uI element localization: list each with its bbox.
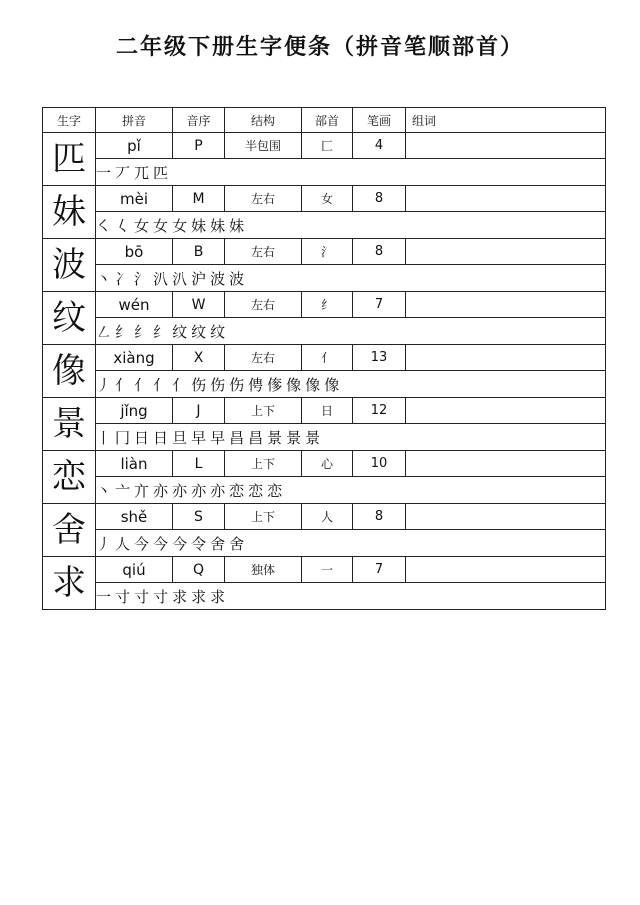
char-info-row	[43, 133, 606, 159]
initial-letter-cell: B	[173, 239, 225, 265]
stroke-count-cell: 8	[353, 186, 406, 212]
stroke-step: 亦	[210, 481, 226, 500]
stroke-order-cell	[96, 159, 606, 186]
stroke-step: 求	[191, 587, 207, 606]
stroke-step: 𡿨	[115, 216, 131, 235]
stroke-step: 早	[210, 428, 226, 447]
stroke-step: 兀	[134, 163, 150, 182]
stroke-step: 波	[229, 269, 245, 288]
words-cell	[406, 186, 606, 212]
large-character: 像	[43, 345, 96, 398]
stroke-step: 纟	[153, 322, 169, 341]
stroke-count-cell: 7	[353, 557, 406, 583]
stroke-count-cell: 7	[353, 292, 406, 318]
stroke-order-row	[43, 583, 606, 610]
stroke-step: 亦	[191, 481, 207, 500]
stroke-step: 冫	[115, 269, 131, 288]
radical-cell: 匚	[302, 133, 353, 159]
stroke-step: 妹	[191, 216, 207, 235]
stroke-step: ㇜	[96, 322, 112, 341]
structure-cell: 左右	[225, 292, 302, 318]
stroke-step: ㇛	[96, 216, 112, 235]
large-character: 景	[43, 398, 96, 451]
stroke-step: 像	[305, 375, 321, 394]
stroke-step: 舍	[229, 534, 245, 553]
stroke-step: 沪	[191, 269, 207, 288]
structure-cell: 上下	[225, 398, 302, 424]
stroke-step: 匹	[153, 163, 169, 182]
stroke-step: 汃	[172, 269, 188, 288]
stroke-step: 舍	[210, 534, 226, 553]
header-radical: 部首	[302, 108, 353, 133]
stroke-step: 一	[96, 163, 112, 182]
stroke-step: 亻	[153, 375, 169, 394]
stroke-step: 亻	[172, 375, 188, 394]
stroke-step: 旦	[172, 428, 188, 447]
pinyin-cell: shě	[96, 504, 173, 530]
char-info-row	[43, 451, 606, 477]
stroke-step: 丿	[96, 534, 112, 553]
stroke-step: 像	[286, 375, 302, 394]
initial-letter-cell: Q	[173, 557, 225, 583]
stroke-step: 景	[267, 428, 283, 447]
stroke-step: 恋	[267, 481, 283, 500]
large-character: 求	[43, 557, 96, 610]
stroke-step: 亠	[115, 481, 131, 500]
stroke-step: 纹	[172, 322, 188, 341]
stroke-step: 亦	[172, 481, 188, 500]
stroke-step: 俜	[248, 375, 264, 394]
stroke-step: 今	[153, 534, 169, 553]
stroke-order-row	[43, 212, 606, 239]
stroke-step: 景	[305, 428, 321, 447]
char-info-row	[43, 292, 606, 318]
words-cell	[406, 451, 606, 477]
stroke-order-cell	[96, 530, 606, 557]
initial-letter-cell: P	[173, 133, 225, 159]
stroke-step: 求	[172, 587, 188, 606]
structure-cell: 独体	[225, 557, 302, 583]
stroke-step: 丶	[96, 481, 112, 500]
structure-cell: 左右	[225, 239, 302, 265]
radical-cell: 氵	[302, 239, 353, 265]
stroke-order-cell	[96, 371, 606, 398]
large-character: 波	[43, 239, 96, 292]
stroke-step: 伤	[229, 375, 245, 394]
table-header-row	[43, 108, 606, 133]
large-character: 恋	[43, 451, 96, 504]
stroke-step: 纟	[115, 322, 131, 341]
pinyin-cell: wén	[96, 292, 173, 318]
stroke-order-row	[43, 424, 606, 451]
pinyin-cell: xiàng	[96, 345, 173, 371]
pinyin-cell: jǐng	[96, 398, 173, 424]
stroke-step: 寸	[134, 587, 150, 606]
stroke-order-row	[43, 159, 606, 186]
stroke-step: 像	[324, 375, 340, 394]
initial-letter-cell: J	[173, 398, 225, 424]
stroke-step: 女	[153, 216, 169, 235]
stroke-step: 妹	[210, 216, 226, 235]
header-stroke-count: 笔画	[353, 108, 406, 133]
stroke-count-cell: 12	[353, 398, 406, 424]
radical-cell: 亻	[302, 345, 353, 371]
stroke-count-cell: 8	[353, 504, 406, 530]
radical-cell: 心	[302, 451, 353, 477]
stroke-order-row	[43, 530, 606, 557]
stroke-step: 波	[210, 269, 226, 288]
initial-letter-cell: W	[173, 292, 225, 318]
stroke-step: 令	[191, 534, 207, 553]
structure-cell: 上下	[225, 451, 302, 477]
header-character: 生字	[43, 108, 96, 133]
initial-letter-cell: M	[173, 186, 225, 212]
char-info-row	[43, 345, 606, 371]
initial-letter-cell: L	[173, 451, 225, 477]
stroke-step: 求	[210, 587, 226, 606]
pinyin-cell: pǐ	[96, 133, 173, 159]
stroke-step: 妹	[229, 216, 245, 235]
large-character: 匹	[43, 133, 96, 186]
stroke-step: 偧	[267, 375, 283, 394]
radical-cell: 人	[302, 504, 353, 530]
character-table	[42, 107, 606, 610]
stroke-step: 昌	[248, 428, 264, 447]
stroke-step: 女	[134, 216, 150, 235]
stroke-count-cell: 13	[353, 345, 406, 371]
stroke-step: 丿	[96, 375, 112, 394]
radical-cell: 女	[302, 186, 353, 212]
stroke-step: 日	[134, 428, 150, 447]
words-cell	[406, 133, 606, 159]
radical-cell: 日	[302, 398, 353, 424]
stroke-step: 纹	[191, 322, 207, 341]
stroke-step: 伤	[191, 375, 207, 394]
stroke-order-row	[43, 371, 606, 398]
stroke-count-cell: 10	[353, 451, 406, 477]
pinyin-cell: liàn	[96, 451, 173, 477]
stroke-order-cell	[96, 318, 606, 345]
stroke-step: 一	[96, 587, 112, 606]
words-cell	[406, 398, 606, 424]
words-cell	[406, 292, 606, 318]
pinyin-cell: qiú	[96, 557, 173, 583]
stroke-step: 今	[134, 534, 150, 553]
stroke-step: 景	[286, 428, 302, 447]
stroke-step: 氵	[134, 269, 150, 288]
words-cell	[406, 345, 606, 371]
header-structure: 结构	[225, 108, 302, 133]
stroke-step: 丨	[96, 428, 112, 447]
header-initial: 音序	[173, 108, 225, 133]
stroke-step: 亣	[134, 481, 150, 500]
char-info-row	[43, 186, 606, 212]
words-cell	[406, 239, 606, 265]
pinyin-cell: bō	[96, 239, 173, 265]
initial-letter-cell: X	[173, 345, 225, 371]
stroke-order-cell	[96, 212, 606, 239]
char-info-row	[43, 504, 606, 530]
page-title: 二年级下册生字便条（拼音笔顺部首）	[115, 35, 524, 60]
stroke-step: 寸	[115, 587, 131, 606]
pinyin-cell: mèi	[96, 186, 173, 212]
stroke-step: 纹	[210, 322, 226, 341]
stroke-step: 寸	[153, 587, 169, 606]
stroke-step: 早	[191, 428, 207, 447]
stroke-step: 纟	[134, 322, 150, 341]
stroke-step: 丶	[96, 269, 112, 288]
header-pinyin: 拼音	[96, 108, 173, 133]
stroke-order-row	[43, 318, 606, 345]
stroke-step: 汃	[153, 269, 169, 288]
stroke-count-cell: 4	[353, 133, 406, 159]
stroke-order-cell	[96, 265, 606, 292]
structure-cell: 左右	[225, 345, 302, 371]
stroke-step: 亦	[153, 481, 169, 500]
structure-cell: 半包围	[225, 133, 302, 159]
header-words: 组词	[406, 108, 606, 133]
stroke-step: 冂	[115, 428, 131, 447]
stroke-step: 日	[153, 428, 169, 447]
stroke-step: 恋	[248, 481, 264, 500]
words-cell	[406, 504, 606, 530]
large-character: 纹	[43, 292, 96, 345]
stroke-order-cell	[96, 477, 606, 504]
stroke-step: 亻	[115, 375, 131, 394]
stroke-order-cell	[96, 424, 606, 451]
stroke-step: 伤	[210, 375, 226, 394]
stroke-count-cell: 8	[353, 239, 406, 265]
stroke-step: 今	[172, 534, 188, 553]
radical-cell: 纟	[302, 292, 353, 318]
initial-letter-cell: S	[173, 504, 225, 530]
structure-cell: 上下	[225, 504, 302, 530]
stroke-order-row	[43, 265, 606, 292]
words-cell	[406, 557, 606, 583]
stroke-step: 丆	[115, 163, 131, 182]
radical-cell: 一	[302, 557, 353, 583]
char-info-row	[43, 557, 606, 583]
stroke-step: 人	[115, 534, 131, 553]
large-character: 舍	[43, 504, 96, 557]
table-body	[43, 133, 606, 610]
char-info-row	[43, 398, 606, 424]
stroke-order-row	[43, 477, 606, 504]
structure-cell: 左右	[225, 186, 302, 212]
char-info-row	[43, 239, 606, 265]
stroke-step: 恋	[229, 481, 245, 500]
large-character: 妹	[43, 186, 96, 239]
stroke-step: 昌	[229, 428, 245, 447]
stroke-order-cell	[96, 583, 606, 610]
stroke-step: 亻	[134, 375, 150, 394]
stroke-step: 女	[172, 216, 188, 235]
